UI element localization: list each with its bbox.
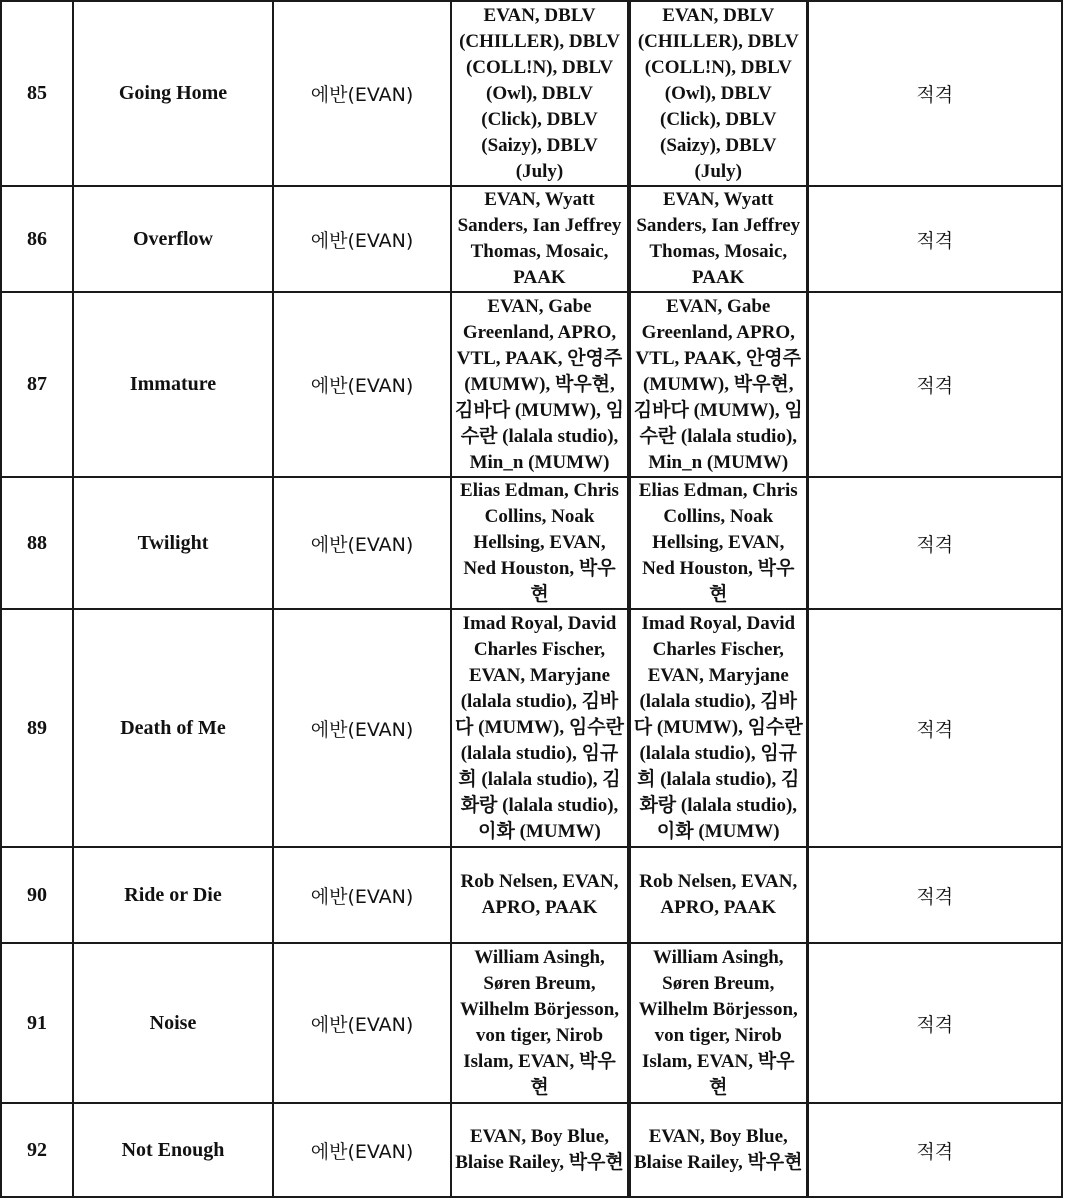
song-title: Ride or Die xyxy=(73,847,273,943)
credits-column-b: Elias Edman, Chris Collins, Noak Hellsing, EVAN, Ned Houston, 박우 현 xyxy=(629,477,807,609)
eligibility-result: 적격 xyxy=(807,847,1062,943)
table-row xyxy=(1,186,1062,292)
table-row xyxy=(1,1103,1062,1197)
credits-column-a: EVAN, Wyatt Sanders, Ian Jeffrey Thomas, Mosaic, PAAK xyxy=(451,186,629,292)
eligibility-result: 적격 xyxy=(807,477,1062,609)
row-number: 91 xyxy=(1,943,73,1103)
song-title: Overflow xyxy=(73,186,273,292)
table-row xyxy=(1,477,1062,609)
credits-column-a: EVAN, DBLV (CHILLER), DBLV (COLL!N), DBLV (Owl), DBLV (Click), DBLV (Saizy), DBLV (July) xyxy=(451,1,629,186)
credits-column-a: EVAN, Gabe Greenland, APRO, VTL, PAAK, 안영주 (MUMW), 박우현, 김바다 (MUMW), 임 수란 (lalala studio), Min_n (MUMW) xyxy=(451,292,629,477)
song-title: Death of Me xyxy=(73,609,273,847)
row-number: 89 xyxy=(1,609,73,847)
credits-column-a: Elias Edman, Chris Collins, Noak Hellsing, EVAN, Ned Houston, 박우 현 xyxy=(451,477,629,609)
credits-column-a: EVAN, Boy Blue, Blaise Railey, 박우현 xyxy=(451,1103,629,1197)
credits-column-a: Rob Nelsen, EVAN, APRO, PAAK xyxy=(451,847,629,943)
artist-name: 에반(EVAN) xyxy=(273,1103,451,1197)
row-number: 92 xyxy=(1,1103,73,1197)
artist-name: 에반(EVAN) xyxy=(273,1,451,186)
credits-column-b: Rob Nelsen, EVAN, APRO, PAAK xyxy=(629,847,807,943)
table-row xyxy=(1,943,1062,1103)
row-number: 85 xyxy=(1,1,73,186)
artist-name: 에반(EVAN) xyxy=(273,186,451,292)
song-title: Going Home xyxy=(73,1,273,186)
song-title: Noise xyxy=(73,943,273,1103)
credits-column-a: William Asingh, Søren Breum, Wilhelm Börjesson, von tiger, Nirob Islam, EVAN, 박우 현 xyxy=(451,943,629,1103)
artist-name: 에반(EVAN) xyxy=(273,292,451,477)
artist-name: 에반(EVAN) xyxy=(273,477,451,609)
eligibility-result: 적격 xyxy=(807,292,1062,477)
table-row xyxy=(1,292,1062,477)
song-title: Twilight xyxy=(73,477,273,609)
song-title: Immature xyxy=(73,292,273,477)
eligibility-result: 적격 xyxy=(807,1,1062,186)
credits-column-b: William Asingh, Søren Breum, Wilhelm Börjesson, von tiger, Nirob Islam, EVAN, 박우 현 xyxy=(629,943,807,1103)
eligibility-result: 적격 xyxy=(807,186,1062,292)
eligibility-result: 적격 xyxy=(807,943,1062,1103)
artist-name: 에반(EVAN) xyxy=(273,847,451,943)
credits-column-b: EVAN, Boy Blue, Blaise Railey, 박우현 xyxy=(629,1103,807,1197)
eligibility-result: 적격 xyxy=(807,1103,1062,1197)
table-row xyxy=(1,847,1062,943)
song-title: Not Enough xyxy=(73,1103,273,1197)
row-number: 90 xyxy=(1,847,73,943)
credits-column-b: Imad Royal, David Charles Fischer, EVAN, Maryjane (lalala studio), 김바 다 (MUMW), 임수란 (lalala studio), 임규 희 (lalala studio), 김 화랑 (lalala studio), 이화 (MUMW) xyxy=(629,609,807,847)
artist-name: 에반(EVAN) xyxy=(273,609,451,847)
row-number: 88 xyxy=(1,477,73,609)
row-number: 87 xyxy=(1,292,73,477)
credits-column-b: EVAN, Wyatt Sanders, Ian Jeffrey Thomas, Mosaic, PAAK xyxy=(629,186,807,292)
eligibility-result: 적격 xyxy=(807,609,1062,847)
artist-name: 에반(EVAN) xyxy=(273,943,451,1103)
credits-column-b: EVAN, DBLV (CHILLER), DBLV (COLL!N), DBLV (Owl), DBLV (Click), DBLV (Saizy), DBLV (July) xyxy=(629,1,807,186)
table-row xyxy=(1,609,1062,847)
row-number: 86 xyxy=(1,186,73,292)
credits-column-a: Imad Royal, David Charles Fischer, EVAN, Maryjane (lalala studio), 김바 다 (MUMW), 임수란 (lalala studio), 임규 희 (lalala studio), 김 화랑 (lalala studio), 이화 (MUMW) xyxy=(451,609,629,847)
table-row xyxy=(1,1,1062,186)
credits-column-b: EVAN, Gabe Greenland, APRO, VTL, PAAK, 안영주 (MUMW), 박우현, 김바다 (MUMW), 임 수란 (lalala studio), Min_n (MUMW) xyxy=(629,292,807,477)
